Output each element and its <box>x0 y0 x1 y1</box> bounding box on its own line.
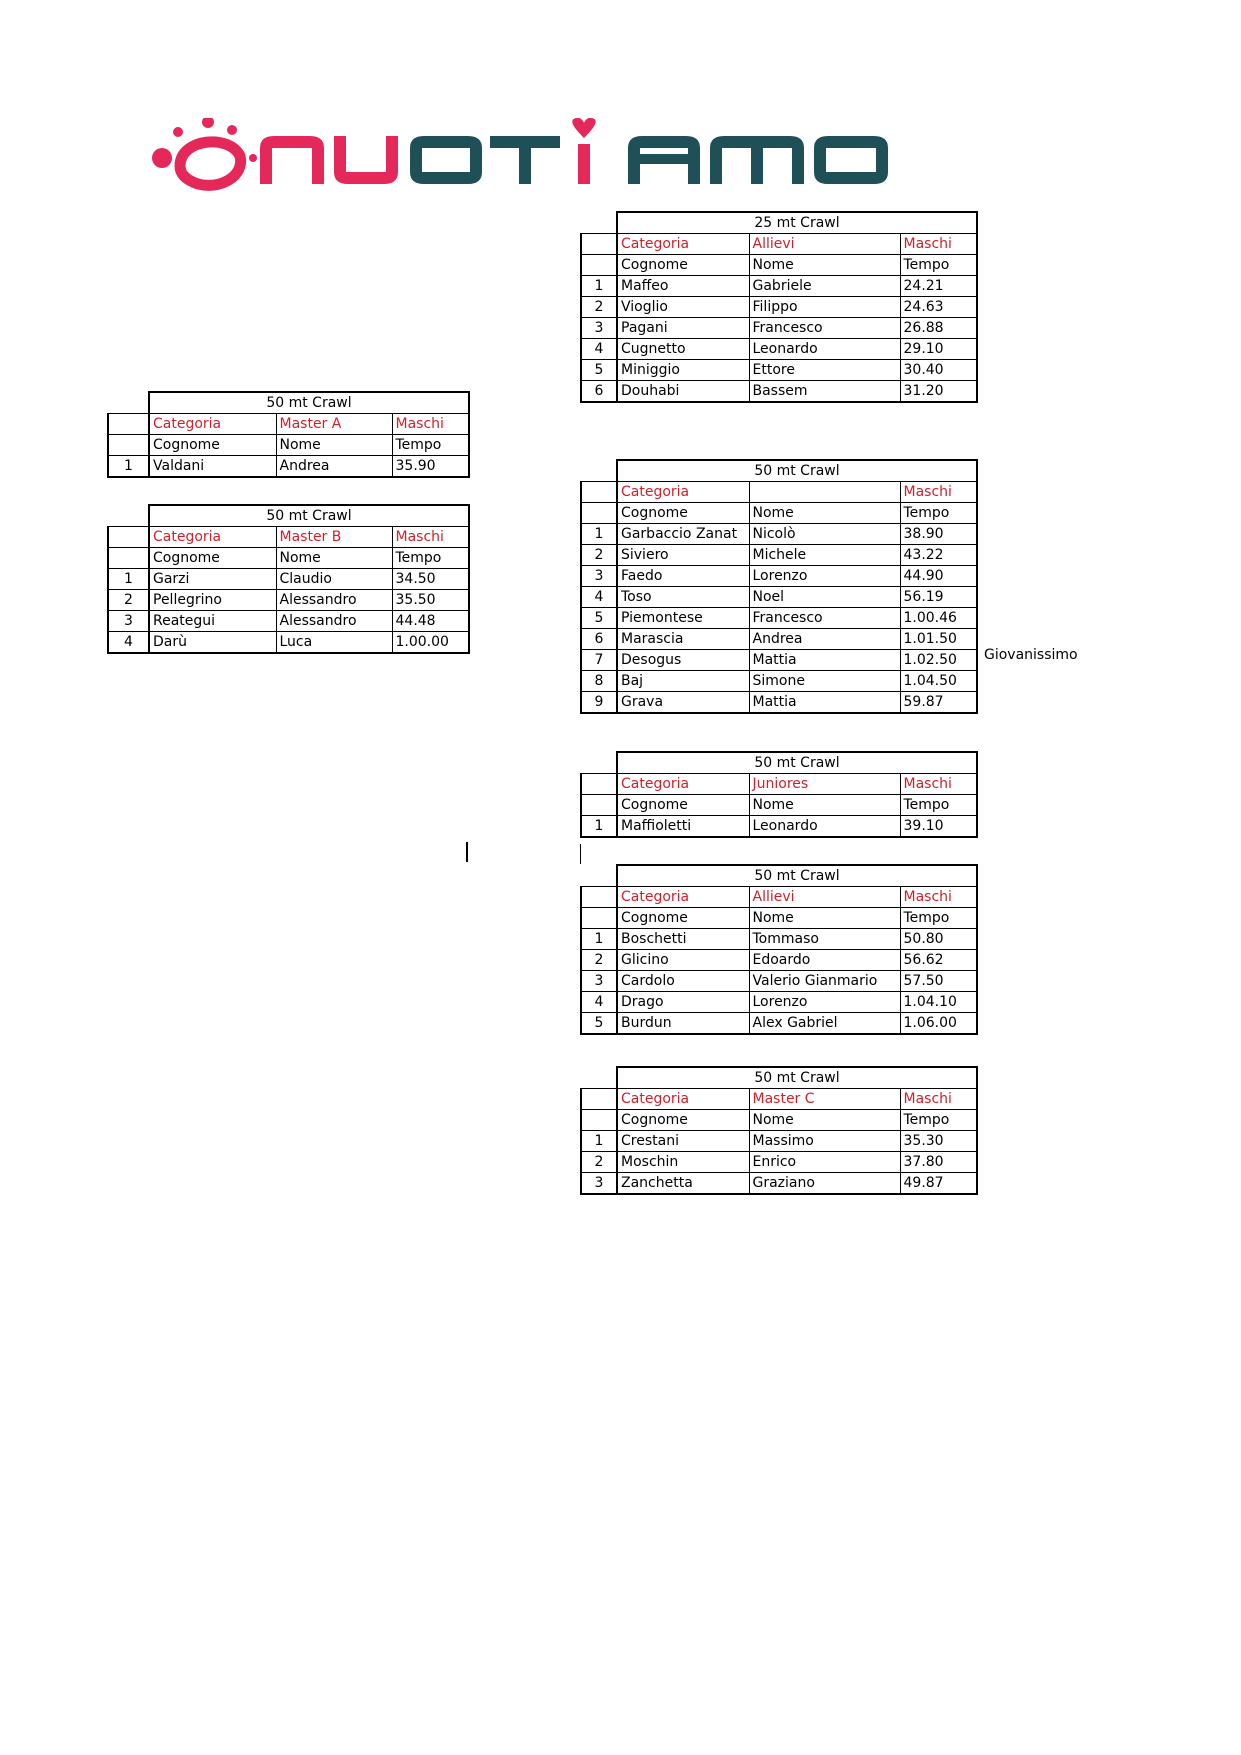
table-row <box>581 524 977 545</box>
table-title: 50 mt Crawl <box>617 752 977 774</box>
table-row <box>581 360 977 381</box>
row-position: 2 <box>581 950 617 971</box>
row-cognome: Drago <box>617 992 749 1013</box>
row-nome: Alessandro <box>276 590 392 611</box>
table-row <box>581 276 977 297</box>
row-tempo: 30.40 <box>900 360 977 381</box>
row-tempo: 50.80 <box>900 929 977 950</box>
row-cognome: Desogus <box>617 650 749 671</box>
blank-cell <box>581 212 617 234</box>
table-title-row <box>581 865 977 887</box>
row-nome: Graziano <box>749 1173 900 1195</box>
row-tempo: 1.00.00 <box>392 632 469 654</box>
row-nome: Claudio <box>276 569 392 590</box>
row-cognome: Moschin <box>617 1152 749 1173</box>
row-cognome: Cugnetto <box>617 339 749 360</box>
header-cognome: Cognome <box>617 1110 749 1131</box>
category-row <box>581 482 977 503</box>
blank-cell <box>581 460 617 482</box>
row-nome: Massimo <box>749 1131 900 1152</box>
position-cell <box>581 795 617 816</box>
row-cognome: Baj <box>617 671 749 692</box>
header-nome: Nome <box>749 795 900 816</box>
category-row <box>108 527 469 548</box>
position-cell <box>581 887 617 908</box>
row-tempo: 26.88 <box>900 318 977 339</box>
row-nome: Luca <box>276 632 392 654</box>
position-cell <box>108 548 149 569</box>
row-position: 2 <box>108 590 149 611</box>
row-position: 2 <box>581 297 617 318</box>
row-nome: Valerio Gianmario <box>749 971 900 992</box>
category-row <box>581 234 977 255</box>
table-50mt-master-c <box>580 1066 978 1195</box>
position-cell <box>581 482 617 503</box>
row-cognome: Reategui <box>149 611 276 632</box>
gender-value: Maschi <box>900 234 977 255</box>
row-tempo: 39.10 <box>900 816 977 838</box>
row-cognome: Valdani <box>149 456 276 478</box>
table-title-row <box>581 460 977 482</box>
row-nome: Mattia <box>749 692 900 714</box>
table-row <box>581 992 977 1013</box>
table-row <box>581 816 977 838</box>
row-position: 1 <box>581 524 617 545</box>
row-cognome: Pagani <box>617 318 749 339</box>
row-position: 1 <box>108 456 149 478</box>
position-cell <box>581 234 617 255</box>
header-tempo: Tempo <box>392 548 469 569</box>
row-tempo: 37.80 <box>900 1152 977 1173</box>
row-tempo: 24.63 <box>900 297 977 318</box>
table-row <box>581 339 977 360</box>
table-row <box>108 590 469 611</box>
table-row <box>108 569 469 590</box>
table-row <box>108 456 469 478</box>
row-position: 4 <box>108 632 149 654</box>
blank-cell <box>581 752 617 774</box>
position-cell <box>581 1089 617 1110</box>
row-nome: Andrea <box>749 629 900 650</box>
row-nome: Andrea <box>276 456 392 478</box>
header-nome: Nome <box>749 908 900 929</box>
row-position: 7 <box>581 650 617 671</box>
category-value: Allievi <box>749 234 900 255</box>
row-position: 5 <box>581 360 617 381</box>
row-tempo: 44.90 <box>900 566 977 587</box>
row-cognome: Garbaccio Zanat <box>617 524 749 545</box>
row-nome: Nicolò <box>749 524 900 545</box>
row-position: 4 <box>581 587 617 608</box>
category-label: Categoria <box>617 234 749 255</box>
row-tempo: 35.90 <box>392 456 469 478</box>
gender-value: Maschi <box>900 774 977 795</box>
row-position: 5 <box>581 1013 617 1035</box>
category-label: Categoria <box>149 527 276 548</box>
row-nome: Bassem <box>749 381 900 403</box>
table-title-row <box>581 212 977 234</box>
side-note-giovanissimo: Giovanissimo <box>984 647 1078 663</box>
header-tempo: Tempo <box>392 435 469 456</box>
row-nome: Filippo <box>749 297 900 318</box>
row-tempo: 35.50 <box>392 590 469 611</box>
table-row <box>581 587 977 608</box>
row-position: 1 <box>581 929 617 950</box>
row-cognome: Garzi <box>149 569 276 590</box>
table-row <box>581 629 977 650</box>
position-cell <box>581 1110 617 1131</box>
stray-mark <box>580 844 581 864</box>
row-nome: Leonardo <box>749 816 900 838</box>
row-tempo: 59.87 <box>900 692 977 714</box>
row-nome: Lorenzo <box>749 566 900 587</box>
header-cognome: Cognome <box>617 908 749 929</box>
row-cognome: Vioglio <box>617 297 749 318</box>
row-position: 4 <box>581 339 617 360</box>
category-row <box>108 414 469 435</box>
row-cognome: Miniggio <box>617 360 749 381</box>
blank-cell <box>108 505 149 527</box>
row-tempo: 1.01.50 <box>900 629 977 650</box>
table-title: 50 mt Crawl <box>149 505 469 527</box>
row-position: 1 <box>581 1131 617 1152</box>
row-position: 5 <box>581 608 617 629</box>
header-cognome: Cognome <box>617 503 749 524</box>
row-tempo: 38.90 <box>900 524 977 545</box>
row-position: 9 <box>581 692 617 714</box>
row-cognome: Faedo <box>617 566 749 587</box>
row-nome: Francesco <box>749 318 900 339</box>
row-nome: Francesco <box>749 608 900 629</box>
header-cognome: Cognome <box>617 795 749 816</box>
row-nome: Alex Gabriel <box>749 1013 900 1035</box>
row-tempo: 1.04.10 <box>900 992 977 1013</box>
row-tempo: 1.04.50 <box>900 671 977 692</box>
table-row <box>581 545 977 566</box>
row-tempo: 35.30 <box>900 1131 977 1152</box>
row-position: 3 <box>581 566 617 587</box>
row-nome: Gabriele <box>749 276 900 297</box>
category-value: Master C <box>749 1089 900 1110</box>
row-position: 2 <box>581 545 617 566</box>
table-row <box>581 1173 977 1195</box>
swimmer-icon <box>152 118 257 185</box>
row-position: 1 <box>581 276 617 297</box>
header-nome: Nome <box>276 548 392 569</box>
row-tempo: 1.06.00 <box>900 1013 977 1035</box>
table-row <box>581 1131 977 1152</box>
row-tempo: 56.62 <box>900 950 977 971</box>
row-position: 6 <box>581 629 617 650</box>
table-title-row <box>581 752 977 774</box>
row-tempo: 49.87 <box>900 1173 977 1195</box>
row-nome: Alessandro <box>276 611 392 632</box>
row-cognome: Boschetti <box>617 929 749 950</box>
header-row <box>581 503 977 524</box>
row-position: 1 <box>108 569 149 590</box>
blank-cell <box>581 1067 617 1089</box>
table-row <box>581 1013 977 1035</box>
row-nome: Lorenzo <box>749 992 900 1013</box>
header-nome: Nome <box>749 1110 900 1131</box>
header-row <box>108 548 469 569</box>
gender-value: Maschi <box>900 482 977 503</box>
header-tempo: Tempo <box>900 795 977 816</box>
nuotiamo-logo <box>150 118 950 198</box>
position-cell <box>108 414 149 435</box>
category-value: Allievi <box>749 887 900 908</box>
table-50mt-allievi <box>580 864 978 1035</box>
table-row <box>108 632 469 654</box>
header-cognome: Cognome <box>149 548 276 569</box>
gender-value: Maschi <box>900 887 977 908</box>
table-row <box>581 381 977 403</box>
row-tempo: 57.50 <box>900 971 977 992</box>
row-nome: Leonardo <box>749 339 900 360</box>
header-row <box>581 795 977 816</box>
table-title: 50 mt Crawl <box>617 865 977 887</box>
table-50mt-giovanissimo <box>580 459 978 714</box>
table-title-row <box>108 505 469 527</box>
gender-value: Maschi <box>392 414 469 435</box>
row-cognome: Piemontese <box>617 608 749 629</box>
row-position: 2 <box>581 1152 617 1173</box>
gender-value: Maschi <box>392 527 469 548</box>
row-position: 3 <box>108 611 149 632</box>
row-cognome: Darù <box>149 632 276 654</box>
position-cell <box>581 774 617 795</box>
row-cognome: Maffioletti <box>617 816 749 838</box>
row-tempo: 56.19 <box>900 587 977 608</box>
header-row <box>581 908 977 929</box>
header-nome: Nome <box>749 503 900 524</box>
row-tempo: 31.20 <box>900 381 977 403</box>
row-position: 4 <box>581 992 617 1013</box>
table-row <box>581 929 977 950</box>
row-position: 8 <box>581 671 617 692</box>
position-cell <box>581 503 617 524</box>
table-25mt-allievi <box>580 211 978 403</box>
row-tempo: 24.21 <box>900 276 977 297</box>
category-row <box>581 887 977 908</box>
table-row <box>581 566 977 587</box>
gender-value: Maschi <box>900 1089 977 1110</box>
header-tempo: Tempo <box>900 1110 977 1131</box>
row-tempo: 44.48 <box>392 611 469 632</box>
table-title-row <box>108 392 469 414</box>
header-row <box>581 1110 977 1131</box>
row-cognome: Pellegrino <box>149 590 276 611</box>
row-cognome: Crestani <box>617 1131 749 1152</box>
table-row <box>581 692 977 714</box>
header-tempo: Tempo <box>900 503 977 524</box>
row-nome: Edoardo <box>749 950 900 971</box>
row-cognome: Marascia <box>617 629 749 650</box>
row-cognome: Grava <box>617 692 749 714</box>
position-cell <box>581 255 617 276</box>
table-row <box>581 950 977 971</box>
row-cognome: Zanchetta <box>617 1173 749 1195</box>
category-value: Master A <box>276 414 392 435</box>
category-row <box>581 774 977 795</box>
header-row <box>581 255 977 276</box>
header-cognome: Cognome <box>617 255 749 276</box>
row-tempo: 1.00.46 <box>900 608 977 629</box>
table-row <box>581 1152 977 1173</box>
table-title-row <box>581 1067 977 1089</box>
category-label: Categoria <box>149 414 276 435</box>
table-50mt-master-b <box>107 504 470 654</box>
row-cognome: Siviero <box>617 545 749 566</box>
position-cell <box>581 908 617 929</box>
row-tempo: 34.50 <box>392 569 469 590</box>
blank-cell <box>581 865 617 887</box>
category-value <box>749 482 900 503</box>
category-label: Categoria <box>617 482 749 503</box>
row-nome: Ettore <box>749 360 900 381</box>
table-row <box>581 297 977 318</box>
position-cell <box>108 527 149 548</box>
category-label: Categoria <box>617 1089 749 1110</box>
header-nome: Nome <box>749 255 900 276</box>
table-title: 25 mt Crawl <box>617 212 977 234</box>
row-cognome: Toso <box>617 587 749 608</box>
row-nome: Michele <box>749 545 900 566</box>
table-50mt-master-a <box>107 391 470 478</box>
header-nome: Nome <box>276 435 392 456</box>
table-row <box>108 611 469 632</box>
row-tempo: 1.02.50 <box>900 650 977 671</box>
blank-cell <box>108 392 149 414</box>
row-nome: Enrico <box>749 1152 900 1173</box>
row-position: 3 <box>581 1173 617 1195</box>
header-tempo: Tempo <box>900 255 977 276</box>
header-tempo: Tempo <box>900 908 977 929</box>
table-row <box>581 971 977 992</box>
table-50mt-juniores <box>580 751 978 838</box>
category-label: Categoria <box>617 774 749 795</box>
row-cognome: Burdun <box>617 1013 749 1035</box>
row-nome: Mattia <box>749 650 900 671</box>
logo-lettering <box>260 136 398 184</box>
row-nome: Noel <box>749 587 900 608</box>
table-title: 50 mt Crawl <box>149 392 469 414</box>
category-value: Juniores <box>749 774 900 795</box>
category-label: Categoria <box>617 887 749 908</box>
table-title: 50 mt Crawl <box>617 460 977 482</box>
row-position: 3 <box>581 971 617 992</box>
row-cognome: Douhabi <box>617 381 749 403</box>
table-row <box>581 318 977 339</box>
category-value: Master B <box>276 527 392 548</box>
row-tempo: 43.22 <box>900 545 977 566</box>
table-row <box>581 671 977 692</box>
stray-mark <box>466 842 468 862</box>
row-position: 6 <box>581 381 617 403</box>
row-nome: Simone <box>749 671 900 692</box>
position-cell <box>108 435 149 456</box>
row-cognome: Cardolo <box>617 971 749 992</box>
row-position: 1 <box>581 816 617 838</box>
table-title: 50 mt Crawl <box>617 1067 977 1089</box>
table-row <box>581 650 977 671</box>
header-cognome: Cognome <box>149 435 276 456</box>
row-position: 3 <box>581 318 617 339</box>
row-nome: Tommaso <box>749 929 900 950</box>
header-row <box>108 435 469 456</box>
row-cognome: Maffeo <box>617 276 749 297</box>
row-cognome: Glicino <box>617 950 749 971</box>
table-row <box>581 608 977 629</box>
row-tempo: 29.10 <box>900 339 977 360</box>
category-row <box>581 1089 977 1110</box>
